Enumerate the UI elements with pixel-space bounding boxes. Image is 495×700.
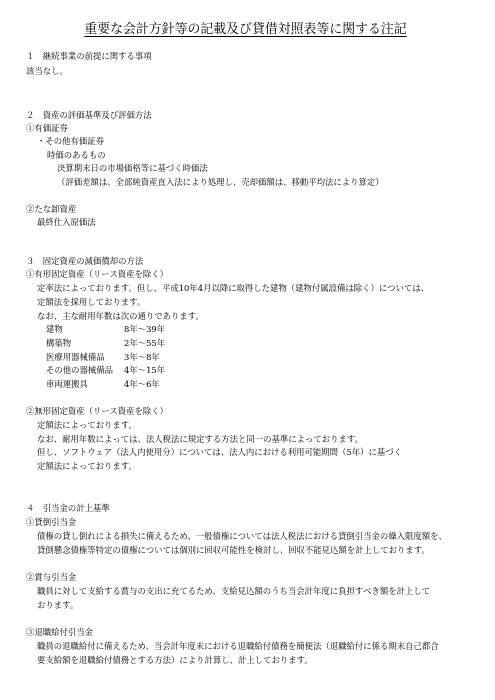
useful-life-years: 4年〜15年 (124, 365, 166, 375)
useful-life-asset: 構築物 (46, 338, 72, 348)
useful-life-years: 3年〜8年 (124, 352, 160, 362)
tangible-line-2: 定額法を採用しております。 (37, 297, 146, 307)
section-1-heading: １ 継続事業の前提に関する事項 (26, 51, 152, 61)
useful-life-asset: 医療用器械備品 (46, 352, 105, 362)
tangible-line-1: 定率法によっております。但し、平成10年4月以降に取得した建物（建物付属設備は除く）については、 (37, 283, 430, 293)
other-securities-item: ・その他有価証券 (37, 136, 104, 146)
bad-debt-line-2: 貸倒懸念債権等特定の債権については個別に回収可能性を検討し、回収不能見込額を計上しております。 (37, 545, 430, 555)
securities-line-3: （評価差額は、全部純資産直入法により処理し、売却価額は、移動平均法により算定） (57, 177, 384, 187)
intangible-line-2: なお、耐用年数によっては、法人税法に規定する方法と同一の基準によっております。 (37, 434, 363, 444)
useful-life-years: 4年〜6年 (124, 379, 160, 389)
intangible-line-3: 但し、ソフトウェア（法人内使用分）については、法人内における利用可能期間（5年）に基づく (37, 447, 402, 457)
useful-life-years: 2年〜55年 (124, 338, 166, 348)
intangible-line-1: 定額法によっております。 (37, 420, 137, 430)
retirement-line-1: 職員の退職給付に備えるため、当会計年度末における退職給付債務を簡便法（退職給付に係る期末自己都合 (37, 641, 439, 651)
useful-life-asset: その他の器械備品 (46, 365, 113, 375)
section-2-heading: ２ 資産の評価基準及び評価方法 (26, 110, 152, 120)
section-4-heading: ４ 引当金の計上基準 (26, 503, 110, 513)
section-3-heading: ３ 固定資産の減価償却の方法 (26, 256, 144, 266)
page-title: 重要な会計方針等の記載及び貸借対照表等に関する注記 (84, 22, 407, 37)
tangible-assets-heading: ①有形固定資産（リース資産を除く） (26, 269, 168, 279)
section-1-body: 該当なし。 (26, 66, 68, 76)
securities-line-1: 時価のあるもの (47, 150, 106, 160)
bonus-heading: ②賞与引当金 (26, 572, 77, 582)
inventory-line-1: 最終仕入原価法 (37, 217, 96, 227)
useful-life-asset: 車両運搬具 (46, 379, 88, 389)
securities-line-2: 決算期末日の市場価格等に基づく時価法 (57, 163, 208, 173)
bad-debt-heading: ①貸倒引当金 (26, 517, 77, 527)
retirement-line-2: 要支給額を退職給付債務とする方法）により計算し、計上しております。 (37, 655, 313, 665)
bonus-line-2: おります。 (37, 600, 79, 610)
retirement-heading: ③退職給付引当金 (26, 627, 93, 637)
tangible-line-3: なお、主な耐用年数は次の通りであります。 (37, 311, 204, 321)
intangible-assets-heading: ②無形固定資産（リース資産を除く） (26, 406, 168, 416)
bonus-line-1: 職員に対して支給する賞与の支出に充てるため、支給見込額のうち当会計年度に負担すべき額を計上して (37, 586, 431, 596)
securities-heading: ①有価証券 (26, 123, 68, 133)
bad-debt-line-1: 債権の貸し倒れによる損失に備えるため、一般債権については法人税法における貸倒引当金の繰入限度額を、 (37, 531, 447, 541)
inventory-heading: ②たな卸資産 (26, 204, 77, 214)
useful-life-asset: 建物 (46, 324, 63, 334)
intangible-line-4: 定額法によっております。 (37, 461, 137, 471)
useful-life-years: 8年〜39年 (124, 324, 166, 334)
